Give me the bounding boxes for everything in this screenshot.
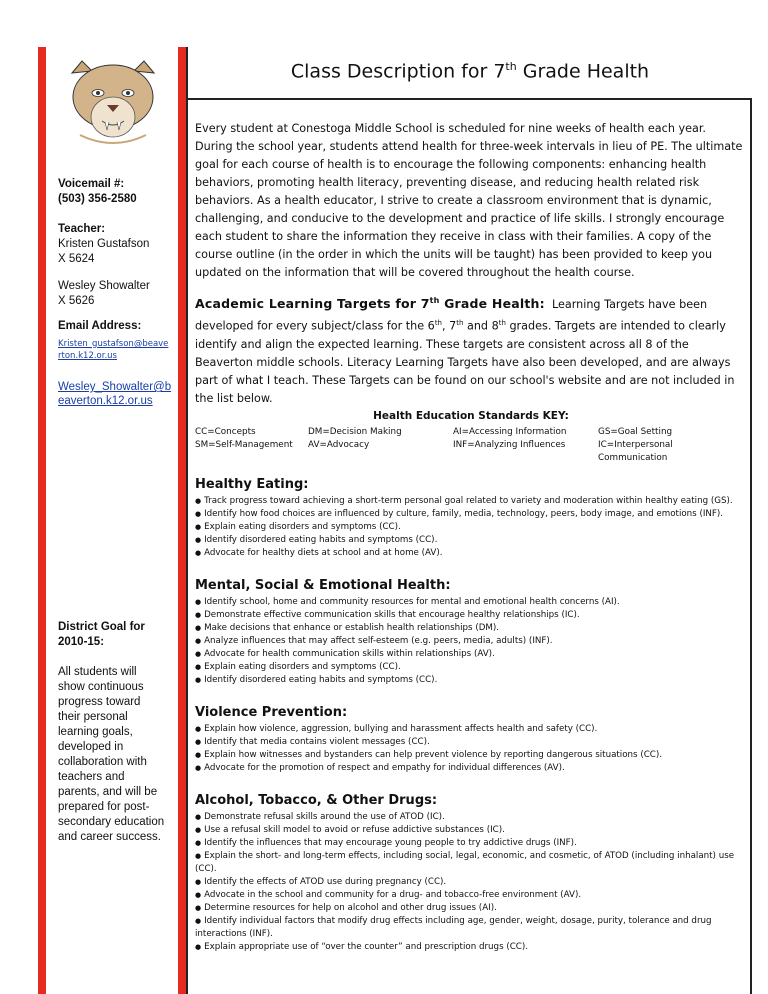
- lt-sup2: th: [456, 319, 464, 328]
- key-item: DM=Decision Making: [308, 426, 402, 437]
- healthy-eating-list: [195, 495, 747, 560]
- email-link-wesley[interactable]: Wesley_Showalter@beaverton.k12.or.us: [58, 381, 172, 407]
- list-item: ● Identify the effects of ATOD use during pregnancy (CC).: [195, 876, 747, 889]
- list-item: ● Explain eating disorders and symptoms (CC).: [195, 521, 747, 534]
- voicemail-label: Voicemail #:: [58, 178, 125, 190]
- lt-sup1: th: [434, 319, 442, 328]
- voicemail-block: [58, 177, 173, 207]
- list-item: ● Demonstrate refusal skills around the use of ATOD (IC).: [195, 811, 747, 824]
- list-item: ● Explain the short- and long-term effects, including social, legal, economic, and cosmetic, of ATOD (including inhalant) use (CC).: [195, 850, 747, 876]
- lt-mid1: , 7: [442, 319, 457, 333]
- cougar-logo-icon: [58, 55, 168, 147]
- email-label: Email Address:: [58, 320, 142, 332]
- section-heading-healthy-eating: Healthy Eating:: [195, 476, 309, 492]
- email2-block: [58, 380, 173, 408]
- teacher2-name: Wesley Showalter: [58, 280, 150, 292]
- list-item: ● Demonstrate effective communication skills that encourage healthy relationships (IC).: [195, 609, 747, 622]
- district-goal-label: District Goal for 2010-15:: [58, 621, 145, 648]
- learning-targets-paragraph: [195, 292, 747, 408]
- key-item: CC=Concepts: [195, 426, 256, 437]
- list-item: ● Identify individual factors that modify drug effects including age, gender, weight, dosage, purity, tolerance and drug interactions (INF).: [195, 915, 747, 941]
- right-border: [750, 98, 752, 994]
- teacher-label: Teacher:: [58, 223, 106, 235]
- title-suffix: Grade Health: [516, 60, 650, 83]
- teacher2-block: [58, 279, 173, 309]
- list-item: ● Advocate for health communication skills within relationships (AV).: [195, 648, 747, 661]
- key-item: SM=Self-Management: [195, 439, 293, 450]
- lt-rest: grades. Targets are intended to clearly identify and align the expected learning. These targets are consistent across all 8 of the Beaverton middle schools. Literacy Learning Targets have also been developed, and are always part of what I teach. These Targets can be found on our school's website and are not included in the list below.: [195, 319, 735, 405]
- list-item: ● Explain appropriate use of “over the counter” and prescription drugs (CC).: [195, 941, 747, 954]
- standards-key-grid: [195, 426, 747, 465]
- list-item: ● Identify school, home and community resources for mental and emotional health concerns (AI).: [195, 596, 747, 609]
- list-item: ● Explain eating disorders and symptoms (CC).: [195, 661, 747, 674]
- key-item: AI=Accessing Information: [453, 426, 567, 437]
- teacher-block: [58, 222, 173, 267]
- lt-lead: Learning Targets have been developed for every subject/class for the 6: [195, 298, 708, 333]
- atod-list: [195, 811, 747, 954]
- lt-heading-sup: th: [429, 296, 440, 305]
- key-item: INF=Analyzing Influences: [453, 439, 566, 450]
- main-content: [195, 120, 747, 954]
- list-item: ● Make decisions that enhance or establish health relationships (DM).: [195, 622, 747, 635]
- teacher2-ext: X 5626: [58, 295, 95, 307]
- lt-heading-suffix: Grade Health:: [439, 296, 545, 312]
- list-item: ● Identify that media contains violent messages (CC).: [195, 736, 747, 749]
- title-sup: th: [505, 60, 517, 73]
- list-item: ● Advocate in the school and community for a drug- and tobacco-free environment (AV).: [195, 889, 747, 902]
- list-item: ● Explain how witnesses and bystanders can help prevent violence by reporting dangerous situations (CC).: [195, 749, 747, 762]
- district-goal-block: [58, 620, 173, 845]
- key-item: IC=Interpersonal Communication: [598, 439, 673, 463]
- teacher1-name: Kristen Gustafson: [58, 238, 150, 250]
- list-item: ● Identify disordered eating habits and symptoms (CC).: [195, 674, 747, 687]
- list-item: ● Advocate for the promotion of respect and empathy for individual differences (AV).: [195, 762, 747, 775]
- section-heading-violence-prevention: Violence Prevention:: [195, 704, 348, 720]
- page-title: [200, 60, 740, 82]
- email-block: [58, 319, 173, 362]
- list-item: ● Identify how food choices are influenced by culture, family, media, technology, peers, body image, and emotions (INF).: [195, 508, 747, 521]
- learning-targets-heading: [195, 296, 545, 311]
- list-item: ● Track progress toward achieving a short-term personal goal related to variety and moderation within healthy eating (GS).: [195, 495, 747, 508]
- list-item: ● Use a refusal skill model to avoid or refuse addictive substances (IC).: [195, 824, 747, 837]
- teacher1-ext: X 5624: [58, 253, 95, 265]
- violence-prevention-list: [195, 723, 747, 775]
- voicemail-number: (503) 356-2580: [58, 193, 137, 205]
- title-divider: [186, 98, 751, 100]
- mental-health-list: [195, 596, 747, 687]
- section-heading-atod: Alcohol, Tobacco, & Other Drugs:: [195, 792, 438, 808]
- list-item: ● Determine resources for help on alcohol and other drug issues (AI).: [195, 902, 747, 915]
- standards-key-title: Health Education Standards KEY:: [373, 409, 569, 422]
- title-prefix: Class Description for 7: [290, 60, 506, 83]
- email-link-kristen[interactable]: Kristen_gustafson@beaverton.k12.or.us: [58, 339, 169, 361]
- section-heading-mental-health: Mental, Social & Emotional Health:: [195, 577, 451, 593]
- lt-mid2: and 8: [463, 319, 499, 333]
- sidebar: [38, 47, 186, 994]
- list-item: ● Explain how violence, aggression, bullying and harassment affects health and safety (CC).: [195, 723, 747, 736]
- key-item: GS=Goal Setting: [598, 426, 673, 437]
- sidebar-divider: [186, 47, 188, 994]
- intro-paragraph: Every student at Conestoga Middle School is scheduled for nine weeks of health each year. During the school year, students attend health for three-week intervals in lieu of PE. The ultimate goal for each course of health is to encourage the following components: enhancing health behaviors, promoting health literacy, preventing disease, and reducing health related risk behaviors. As a health educator, I strive to create a classroom environment that is dynamic, challenging, and conducive to the development and practice of life skills. I strongly encourage each student to share the information they receive in class with their families. A copy of the course outline (in the order in which the units will be taught) has been provided to keep you updated on the information that will be covered throughout the health course.: [195, 122, 743, 279]
- lt-sup3: th: [498, 319, 506, 328]
- lt-heading-prefix: Academic Learning Targets for 7: [195, 296, 430, 312]
- district-goal-text: All students will show continuous progress toward their personal learning goals, developed in collaboration with teachers and parents, and will be prepared for post-secondary education and career success.: [58, 666, 165, 843]
- key-item: AV=Advocacy: [308, 439, 370, 450]
- list-item: ● Analyze influences that may affect self-esteem (e.g. peers, media, adults) (INF).: [195, 635, 747, 648]
- list-item: ● Advocate for healthy diets at school and at home (AV).: [195, 547, 747, 560]
- list-item: ● Identify disordered eating habits and symptoms (CC).: [195, 534, 747, 547]
- list-item: ● Identify the influences that may encourage young people to try addictive drugs (INF).: [195, 837, 747, 850]
